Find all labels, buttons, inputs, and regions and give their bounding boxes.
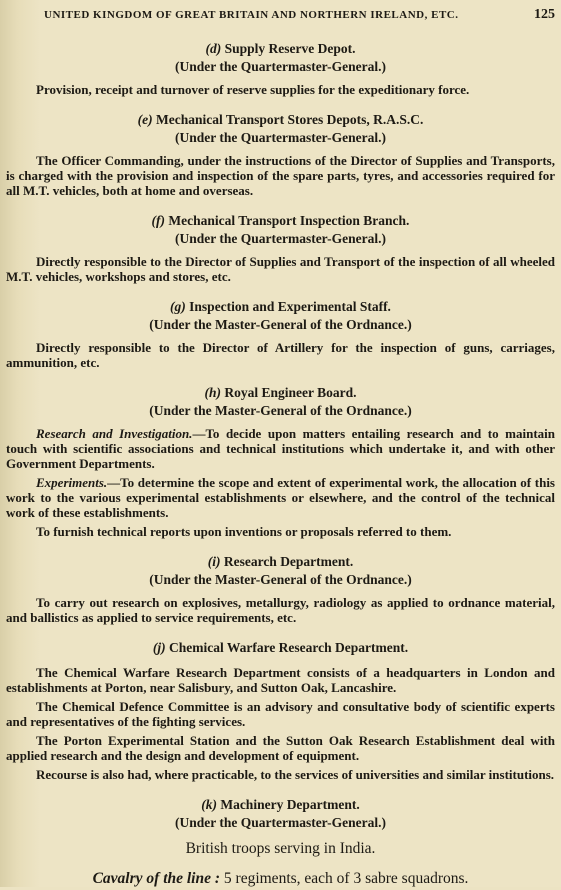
paragraph-lead: Experiments.: [36, 475, 108, 490]
section-gap: [0, 288, 561, 298]
section-heading: [0, 384, 561, 402]
paragraph-text: —To decide upon matters entailing research and to maintain touch with scientific associations and technical institutions which undertake it, and with other Government Departments.: [6, 426, 555, 471]
section-gap: [0, 786, 561, 796]
section-title: Royal Engineer Board.: [224, 385, 357, 400]
section-authority: (Under the Master-General of the Ordnance.): [149, 403, 412, 418]
section-heading: [0, 639, 561, 657]
section-title: Mechanical Transport Stores Depots, R.A.S.C.: [155, 112, 424, 127]
section-title: Machinery Department.: [220, 797, 360, 812]
section-mark: (f): [151, 213, 166, 228]
section-paragraph: [6, 733, 555, 763]
paragraph-text: The Chemical Defence Committee is an advisory and consultative body of scientific experts and representatives of the fighting services.: [6, 699, 555, 729]
section-authority: (Under the Master-General of the Ordnance.): [149, 572, 412, 587]
section-heading: [0, 553, 561, 571]
section-title: Mechanical Transport Inspection Branch.: [168, 213, 410, 228]
section-title: Inspection and Experimental Staff.: [189, 299, 391, 314]
section-authority: (Under the Master-General of the Ordnance.): [149, 317, 412, 332]
section-mark: (j): [152, 640, 166, 655]
section-heading: [0, 796, 561, 814]
paragraph-text: To furnish technical reports upon inventions or proposals referred to them.: [36, 524, 452, 539]
paragraph-text: Directly responsible to the Director of Artillery for the inspection of guns, carriages, ammunition, etc.: [6, 340, 555, 370]
section-paragraph: [6, 699, 555, 729]
section-gap: [0, 629, 561, 639]
paragraph-text: The Chemical Warfare Research Department consists of a headquarters in London and establishments at Porton, near Salisbury, and Sutton Oak, Lancashire.: [6, 665, 555, 695]
section-paragraph: [6, 665, 555, 695]
section-title: Research Department.: [223, 554, 354, 569]
paragraph-text: Provision, receipt and turnover of reserve supplies for the expeditionary force.: [36, 82, 470, 97]
section-paragraph: [6, 524, 555, 539]
spacer: [0, 657, 561, 663]
paragraph-text: Directly responsible to the Director of Supplies and Transport of the inspection of all wheeled M.T. vehicles, workshops and stores, etc.: [6, 254, 555, 284]
section-heading: [0, 111, 561, 129]
section-title: Chemical Warfare Research Department.: [168, 640, 409, 655]
section-heading: [0, 298, 561, 316]
document-body: [0, 40, 561, 890]
section-gap: [0, 543, 561, 553]
section-mark: (k): [201, 797, 217, 812]
section-gap: [0, 101, 561, 111]
cavalry-lead: Cavalry of the line :: [92, 870, 221, 887]
cavalry-text: 5 regiments, each of 3 sabre squadrons.: [223, 870, 469, 887]
section-gap: [0, 202, 561, 212]
section-paragraph: [6, 426, 555, 471]
page-number: 125: [534, 7, 555, 22]
section-authority: (Under the Quartermaster-General.): [174, 59, 387, 74]
section-mark: (d): [205, 41, 222, 56]
india-heading: British troops serving in India.: [185, 840, 376, 857]
section-title: Supply Reserve Depot.: [224, 41, 356, 56]
section-mark: (i): [207, 554, 221, 569]
section-gap: [0, 374, 561, 384]
section-heading: [0, 40, 561, 58]
section-paragraph: [6, 82, 555, 97]
paragraph-text: To carry out research on explosives, metallurgy, radiology as applied to ordnance material, and ballistics as applied to service requirements, etc.: [6, 595, 555, 625]
section-paragraph: [6, 475, 555, 520]
paragraph-text: Recourse is also had, where practicable, to the services of universities and similar institutions.: [36, 767, 555, 782]
section-mark: (h): [204, 385, 221, 400]
paragraph-text: —To determine the scope and extent of experimental work, the allocation of this work to the various experimental establishments or elsewhere, and the control of the technical work of these establishments.: [6, 475, 555, 520]
paragraph-lead: Research and Investigation.: [36, 426, 193, 441]
section-authority: (Under the Quartermaster-General.): [174, 815, 387, 830]
section-paragraph: [6, 340, 555, 370]
paragraph-text: The Officer Commanding, under the instructions of the Director of Supplies and Transports, is charged with the provision and inspection of the spare parts, tyres, and accessories required for all M.T. vehicles, both at home and overseas.: [6, 153, 555, 198]
section-mark: (g): [170, 299, 186, 314]
section-mark: (e): [137, 112, 153, 127]
running-header: [0, 9, 561, 29]
paragraph-text: The Porton Experimental Station and the Sutton Oak Research Establishment deal with applied research and the design and development of equipment.: [6, 733, 555, 763]
running-title: UNITED KINGDOM OF GREAT BRITAIN AND NORTHERN IRELAND, ETC.: [44, 9, 459, 21]
section-paragraph: [6, 767, 555, 782]
section-authority: (Under the Quartermaster-General.): [174, 130, 387, 145]
section-paragraph: [6, 254, 555, 284]
section-paragraph: [6, 153, 555, 198]
section-paragraph: [6, 595, 555, 625]
section-heading: [0, 212, 561, 230]
section-authority: (Under the Quartermaster-General.): [174, 231, 387, 246]
